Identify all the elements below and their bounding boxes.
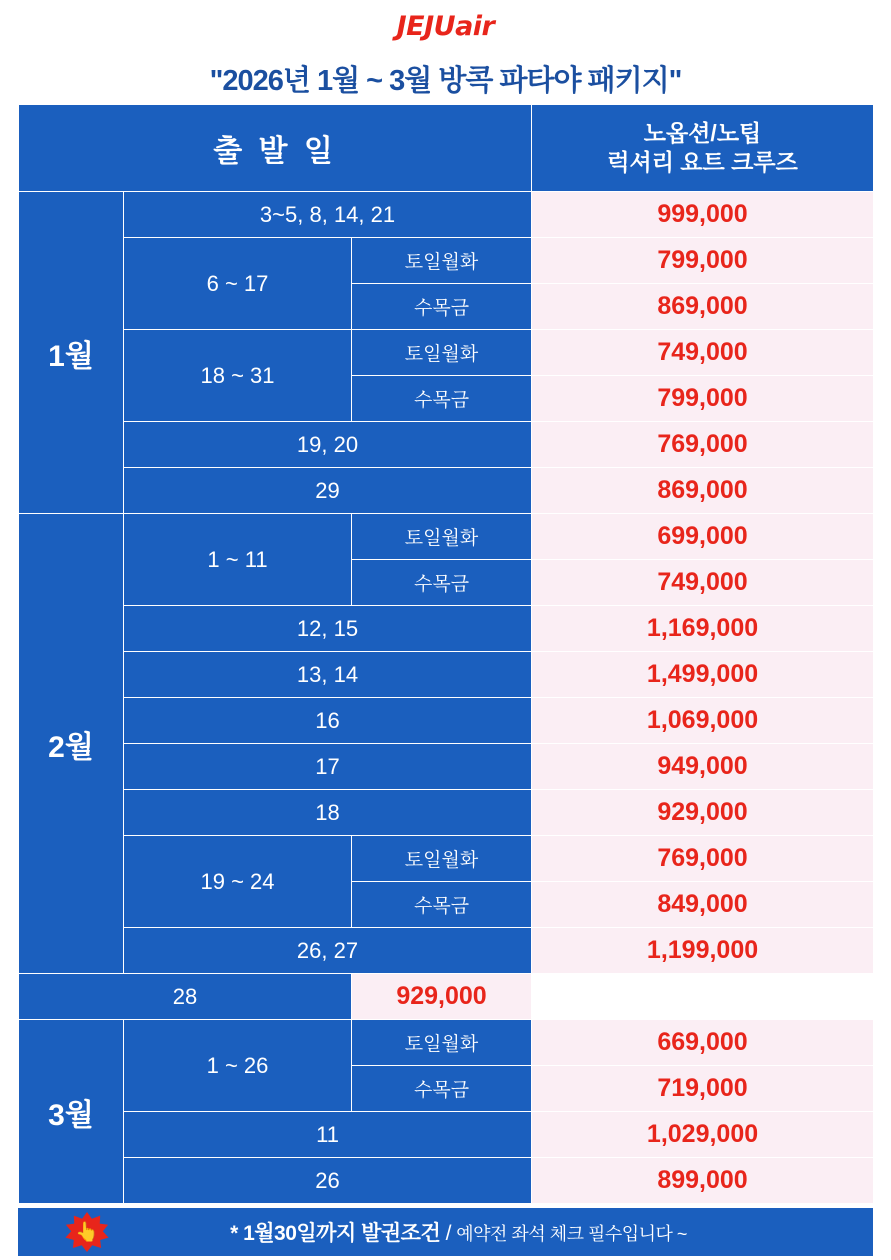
- table-row: [19, 928, 874, 974]
- dayofweek-cell: 토일월화: [352, 514, 532, 560]
- page-title: "2026년 1월 ~ 3월 방콕 파타야 패키지": [209, 64, 682, 97]
- footer-note: [18, 1208, 873, 1256]
- table-row: [19, 238, 874, 284]
- header-departure: 출 발 일: [19, 105, 532, 192]
- price-cell: 1,069,000: [532, 698, 874, 744]
- dayofweek-cell: 토일월화: [352, 836, 532, 882]
- table-row: [19, 468, 874, 514]
- days-cell: 26: [124, 1158, 532, 1204]
- jejuair-logo: JEJUair: [396, 10, 495, 42]
- price-cell: 869,000: [532, 284, 874, 330]
- price-cell: 869,000: [532, 468, 874, 514]
- price-cell: 1,199,000: [532, 928, 874, 974]
- days-cell: 18 ~ 31: [124, 330, 352, 422]
- table-row: [19, 330, 874, 376]
- days-cell: 1 ~ 11: [124, 514, 352, 606]
- table-row: [19, 974, 874, 1020]
- price-cell: 1,029,000: [532, 1112, 874, 1158]
- price-cell: 749,000: [532, 330, 874, 376]
- dayofweek-cell: 수목금: [352, 560, 532, 606]
- price-cell: 929,000: [532, 790, 874, 836]
- table-row: [19, 1020, 874, 1066]
- dayofweek-cell: 수목금: [352, 284, 532, 330]
- price-cell: 999,000: [532, 192, 874, 238]
- days-cell: 28: [19, 974, 352, 1020]
- price-cell: 1,499,000: [532, 652, 874, 698]
- table-row: [19, 652, 874, 698]
- price-table-wrapper: [0, 104, 891, 1204]
- footer-text: [204, 1217, 687, 1247]
- month-cell: 1월: [19, 192, 124, 514]
- table-row: [19, 1112, 874, 1158]
- price-cell: 719,000: [532, 1066, 874, 1112]
- table-body: [19, 192, 874, 1204]
- header-product-line1: 노옵션/노팁: [643, 119, 762, 146]
- page-title-row: [0, 52, 891, 104]
- dayofweek-cell: 토일월화: [352, 238, 532, 284]
- pointing-hand-glyph: 👆: [75, 1221, 99, 1243]
- table-row: [19, 836, 874, 882]
- days-cell: 26, 27: [124, 928, 532, 974]
- days-cell: 17: [124, 744, 532, 790]
- price-cell: 769,000: [532, 422, 874, 468]
- price-table: [18, 104, 874, 1204]
- dayofweek-cell: 토일월화: [352, 1020, 532, 1066]
- table-row: [19, 790, 874, 836]
- days-cell: 29: [124, 468, 532, 514]
- days-cell: 3~5, 8, 14, 21: [124, 192, 532, 238]
- days-cell: 16: [124, 698, 532, 744]
- price-cell: 849,000: [532, 882, 874, 928]
- days-cell: 13, 14: [124, 652, 532, 698]
- price-cell: 699,000: [532, 514, 874, 560]
- dayofweek-cell: 수목금: [352, 1066, 532, 1112]
- days-cell: 11: [124, 1112, 532, 1158]
- table-row: [19, 698, 874, 744]
- footer-main-text: * 1월30일까지 발권조건: [230, 1222, 441, 1245]
- days-cell: 12, 15: [124, 606, 532, 652]
- price-cell: 949,000: [532, 744, 874, 790]
- header-product-line2: 럭셔리 요트 크루즈: [607, 149, 798, 175]
- table-row: [19, 192, 874, 238]
- days-cell: 6 ~ 17: [124, 238, 352, 330]
- month-cell: 2월: [19, 514, 124, 974]
- price-cell: 1,169,000: [532, 606, 874, 652]
- table-row: [19, 1158, 874, 1204]
- days-cell: 19 ~ 24: [124, 836, 352, 928]
- price-cell: 749,000: [532, 560, 874, 606]
- days-cell: 19, 20: [124, 422, 532, 468]
- price-cell: 929,000: [352, 974, 532, 1020]
- table-row: [19, 606, 874, 652]
- dayofweek-cell: 토일월화: [352, 330, 532, 376]
- table-row: [19, 514, 874, 560]
- price-cell: 799,000: [532, 238, 874, 284]
- price-cell: 669,000: [532, 1020, 874, 1066]
- header-product: [532, 105, 874, 192]
- table-row: [19, 744, 874, 790]
- brand-logo-row: [0, 0, 891, 52]
- price-cell: 769,000: [532, 836, 874, 882]
- dayofweek-cell: 수목금: [352, 376, 532, 422]
- footer-separator: /: [445, 1222, 451, 1245]
- table-row: [19, 422, 874, 468]
- month-cell: 3월: [19, 1020, 124, 1204]
- table-header-row: [19, 105, 874, 192]
- dayofweek-cell: 수목금: [352, 882, 532, 928]
- pointing-hand-badge-icon: [64, 1211, 110, 1253]
- footer-sub-text: 예약전 좌석 체크 필수입니다 ~: [456, 1224, 687, 1244]
- price-cell: 899,000: [532, 1158, 874, 1204]
- price-cell: 799,000: [532, 376, 874, 422]
- days-cell: 1 ~ 26: [124, 1020, 352, 1112]
- days-cell: 18: [124, 790, 532, 836]
